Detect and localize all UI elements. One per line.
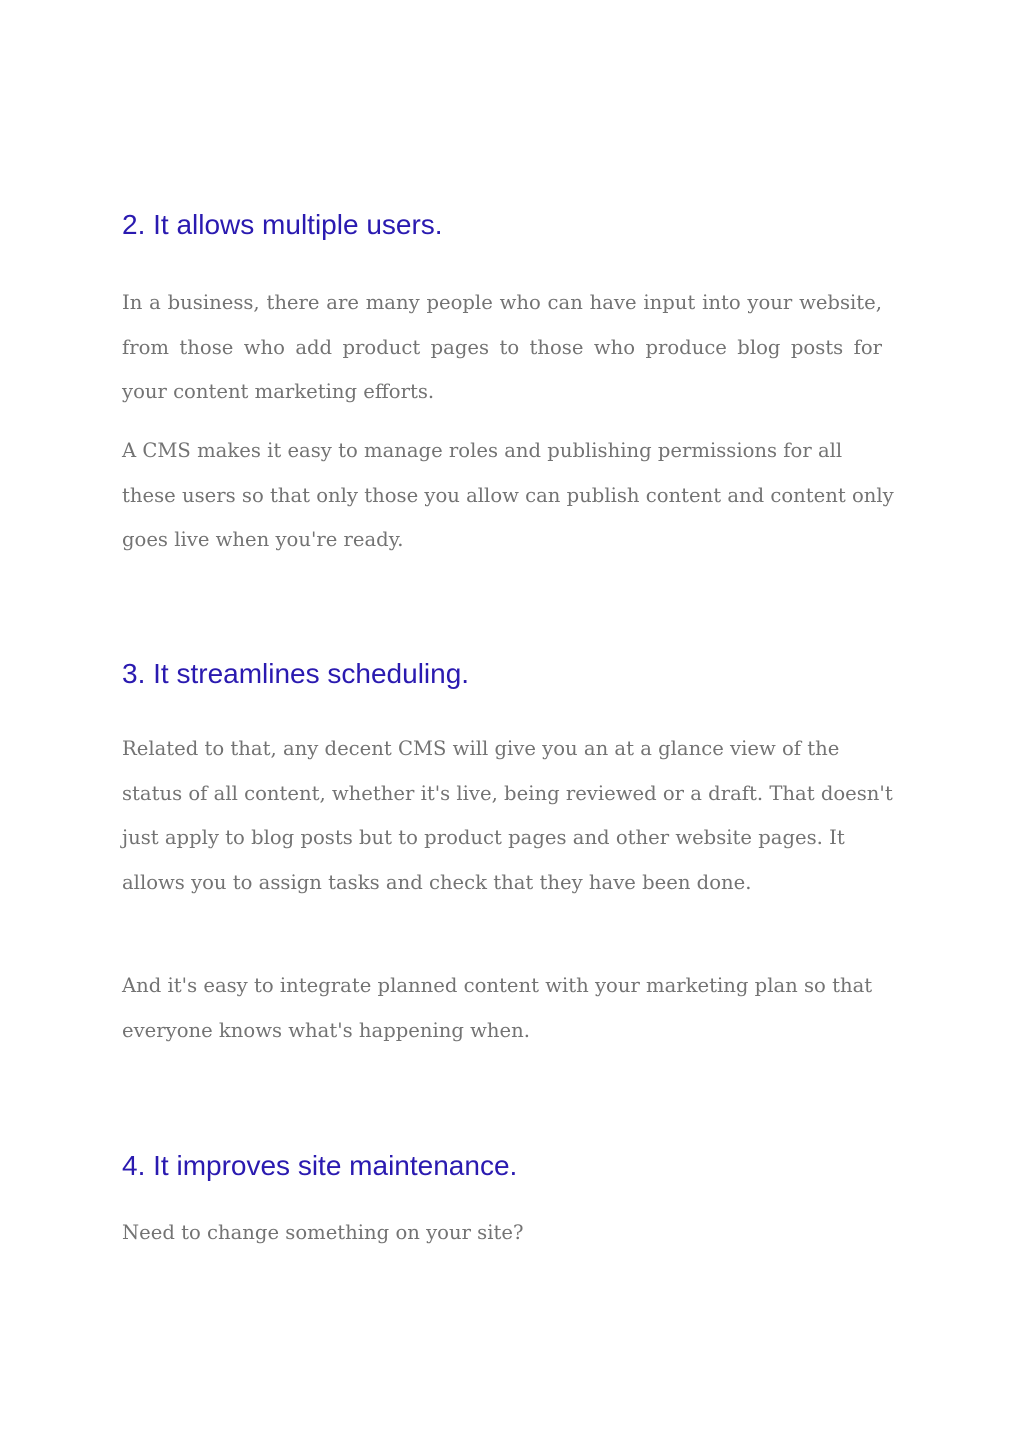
section-heading-multiple-users: 2. It allows multiple users.: [122, 209, 443, 240]
section-heading-site-maintenance: 4. It improves site maintenance.: [122, 1150, 518, 1181]
paragraph-multiple-users-intro: In a business, there are many people who can have input into your website, from those who add product pages to those who produce blog posts for your content marketing efforts.: [122, 291, 882, 404]
paragraph-site-maintenance-question: Need to change something on your site?: [122, 1221, 524, 1244]
paragraph-multiple-users-permissions: A CMS makes it easy to manage roles and publishing permissions for all these users so that only those you allow can publish content and content only goes live when you're ready.: [122, 439, 894, 552]
paragraph-scheduling-status: Related to that, any decent CMS will give you an at a glance view of the status of all content, whether it's live, being reviewed or a draft. That doesn't just apply to blog posts but to product pages and other website pages. It allows you to assign tasks and check that they have been done.: [122, 737, 893, 895]
section-heading-scheduling: 3. It streamlines scheduling.: [122, 658, 470, 689]
paragraph-scheduling-marketing-plan: And it's easy to integrate planned content with your marketing plan so that everyone knows what's happening when.: [122, 974, 873, 1042]
